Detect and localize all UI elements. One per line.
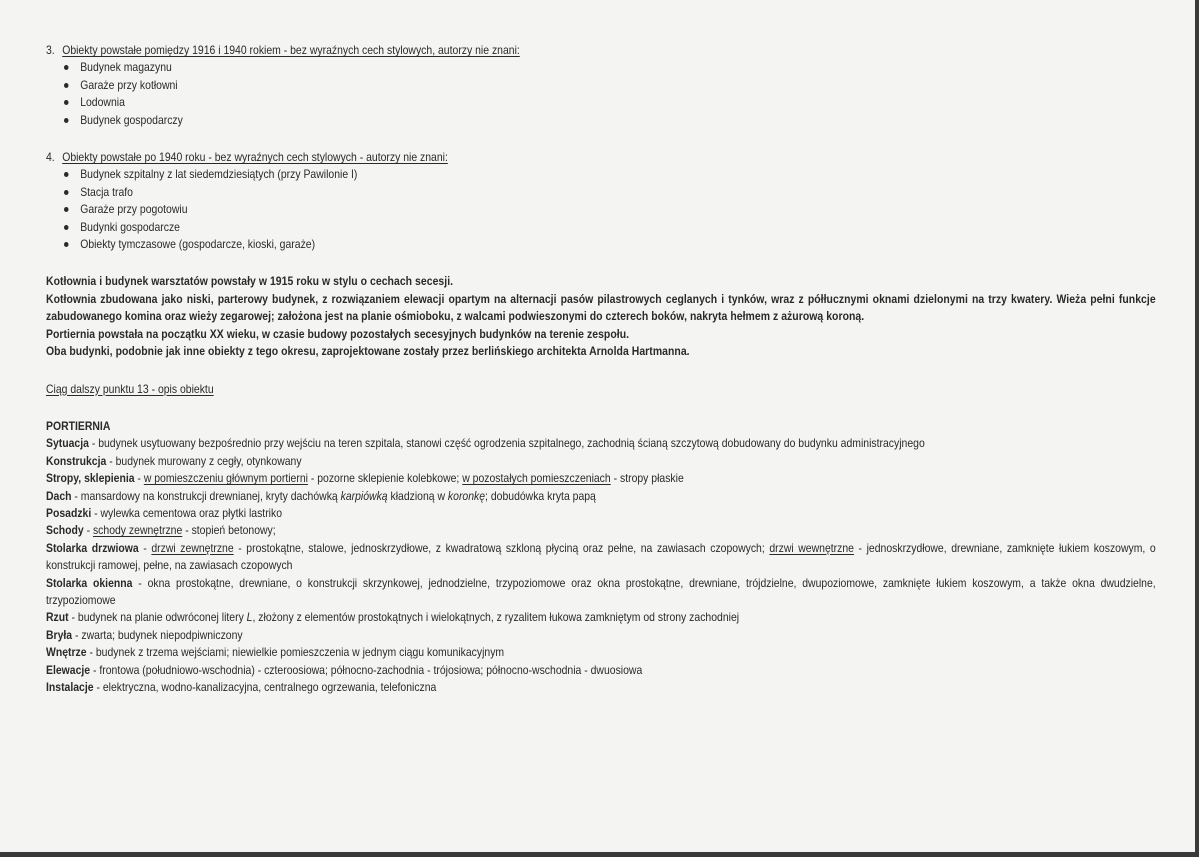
field-label: Sytuacja bbox=[46, 437, 89, 451]
section-4-list bbox=[46, 166, 1156, 253]
field-value-italic: karpiówką bbox=[340, 489, 388, 503]
field-value: - pozorne sklepienie kolebkowe; bbox=[307, 472, 463, 486]
stolarka-drzwiowa-row bbox=[46, 540, 1156, 575]
field-label: Dach bbox=[46, 489, 72, 503]
field-label: Stolarka okienna bbox=[46, 576, 133, 590]
field-label: Wnętrze bbox=[46, 646, 87, 660]
list-item: Garaże przy kotłowni bbox=[64, 77, 1156, 94]
list-item: Budynek gospodarczy bbox=[64, 112, 1156, 129]
field-value: - prostokątne, stalowe, jednoskrzydłowe, z kwadratową szkloną płyciną oraz pełne, na zawiasach czopowych; bbox=[233, 541, 770, 555]
stropy-row bbox=[46, 470, 1156, 487]
field-value: - stropy płaskie bbox=[610, 472, 684, 486]
section-number: 4. bbox=[46, 151, 55, 165]
list-item: Stacja trafo bbox=[64, 184, 1156, 201]
field-value: kładzioną w bbox=[387, 489, 448, 503]
field-value: - budynek murowany z cegły, otynkowany bbox=[106, 454, 302, 468]
list-item: Budynek magazynu bbox=[64, 59, 1156, 76]
field-label: Posadzki bbox=[46, 506, 92, 520]
history-paragraph-4: Oba budynki, podobnie jak inne obiekty z tego okresu, zaprojektowane zostały przez berlińskiego architekta Arnolda Hartmanna. bbox=[46, 345, 690, 359]
field-value: - frontowa (południowo-wschodnia) - czteroosiowa; północno-zachodnia - trójosiowa; północno-wschodnia - dwuosiowa bbox=[90, 663, 643, 677]
list-item: Garaże przy pogotowiu bbox=[64, 201, 1156, 218]
field-value: - mansardowy na konstrukcji drewnianej, kryty dachówką bbox=[71, 489, 341, 503]
field-value-underlined: w pozostałych pomieszczeniach bbox=[462, 472, 611, 486]
field-value: - budynek z trzema wejściami; niewielkie pomieszczenia w jednym ciągu komunikacyjnym bbox=[86, 646, 505, 660]
field-label: Elewacje bbox=[46, 663, 91, 677]
history-paragraph-3: Portiernia powstała na początku XX wieku, w czasie budowy pozostałych secesyjnych budynków na terenie zespołu. bbox=[46, 327, 630, 341]
rzut-row bbox=[46, 609, 1156, 626]
field-value: - wylewka cementowa oraz płytki lastriko bbox=[91, 506, 283, 520]
field-label: Rzut bbox=[46, 611, 69, 625]
field-label: Konstrukcja bbox=[46, 454, 107, 468]
list-item: Budynki gospodarcze bbox=[64, 219, 1156, 236]
section-3-heading bbox=[46, 42, 1156, 59]
field-value: - bbox=[138, 541, 152, 555]
field-value: - zwarta; budynek niepodpiwniczony bbox=[72, 628, 243, 642]
field-value: - budynek usytuowany bezpośrednio przy wejściu na teren szpitala, stanowi część ogrodzenia szpitalnego, zachodnią ścianą szczytową dobudowany do budynku administracyjnego bbox=[88, 437, 925, 451]
stolarka-okienna-row bbox=[46, 575, 1156, 610]
bryla-row bbox=[46, 627, 1156, 644]
field-value: , złożony z elementów prostokątnych i wielokątnych, z ryzalitem łukowa zamkniętym od strony zachodniej bbox=[252, 611, 740, 625]
field-value: ; dobudówka kryta papą bbox=[485, 489, 596, 503]
list-item: Lodownia bbox=[64, 94, 1156, 111]
section-number: 3. bbox=[46, 44, 55, 57]
list-item: Budynek szpitalny z lat siedemdziesiątych (przy Pawilonie I) bbox=[64, 166, 1156, 183]
field-value: - stopień betonowy; bbox=[182, 524, 276, 538]
section-4-heading bbox=[46, 149, 1156, 166]
field-value: - okna prostokątne, drewniane, o konstrukcji skrzynkowej, jednodzielne, trzypoziomowe oraz okna prostokątne, drewniane, trójdzielne, dwupoziomowe, zamknięte łukiem koszowym, a także okna dwudzielne, trzypoziomowe bbox=[46, 576, 1156, 607]
field-value-underlined: w pomieszczeniu głównym portierni bbox=[143, 472, 308, 486]
continuation-note: Ciąg dalszy punktu 13 - opis obiektu bbox=[46, 382, 214, 396]
document-body bbox=[46, 42, 1156, 696]
portiernia-title: PORTIERNIA bbox=[46, 419, 111, 433]
posadzki-row bbox=[46, 505, 1156, 522]
list-item: Obiekty tymczasowe (gospodarcze, kioski, garaże) bbox=[64, 236, 1156, 253]
field-value-underlined: schody zewnętrzne bbox=[92, 524, 183, 538]
field-value: - elektryczna, wodno-kanalizacyjna, centralnego ogrzewania, telefoniczna bbox=[93, 681, 437, 694]
field-value: - budynek na planie odwróconej litery bbox=[68, 611, 247, 625]
field-value-underlined: drzwi zewnętrzne bbox=[151, 541, 234, 555]
sytuacja-row bbox=[46, 435, 1156, 452]
konstrukcja-row bbox=[46, 453, 1156, 470]
field-label: Stropy, sklepienia bbox=[46, 472, 135, 486]
elewacje-row bbox=[46, 662, 1156, 679]
field-label: Instalacje bbox=[46, 681, 94, 694]
instalacje-row bbox=[46, 679, 1156, 696]
field-value: - jednoskrzydłowe, drewniane, zamknięte łukiem koszowym, o konstrukcji ramowej, pełne, na zawiasach czopowych bbox=[46, 541, 1156, 573]
field-value: - bbox=[134, 472, 144, 486]
section-title: Obiekty powstałe po 1940 roku - bez wyraźnych cech stylowych - autorzy nie znani: bbox=[62, 151, 448, 165]
schody-row bbox=[46, 522, 1156, 539]
history-paragraph-1: Kotłownia i budynek warsztatów powstały w 1915 roku w stylu o cechach secesji. bbox=[46, 275, 454, 289]
field-label: Schody bbox=[46, 524, 84, 538]
field-value: - bbox=[83, 524, 93, 538]
section-title: Obiekty powstałe pomiędzy 1916 i 1940 rokiem - bez wyraźnych cech stylowych, autorzy nie znani: bbox=[62, 44, 520, 57]
field-value-italic: L bbox=[246, 611, 253, 625]
section-3-list bbox=[46, 59, 1156, 129]
field-value-underlined: drzwi wewnętrzne bbox=[769, 541, 854, 555]
field-label: Bryła bbox=[46, 628, 73, 642]
field-label: Stolarka drzwiowa bbox=[46, 541, 139, 555]
dach-row bbox=[46, 488, 1156, 505]
history-paragraph-2: Kotłownia zbudowana jako niski, parterowy budynek, z rozwiązaniem elewacji opartym na alternacji pasów pilastrowych ceglanych i tynków, wraz z półłucznymi oknami dzielonymi na trzy kwatery. Wieża pełni funkcje zabudowanego komina oraz wieży zegarowej; założona jest na planie ośmioboku, z walcami podwieszonymi do czterech boków, nakryta hełmem z ażurową koroną. bbox=[46, 292, 1156, 324]
wnetrze-row bbox=[46, 644, 1156, 661]
field-value-italic: koronkę bbox=[447, 489, 486, 503]
